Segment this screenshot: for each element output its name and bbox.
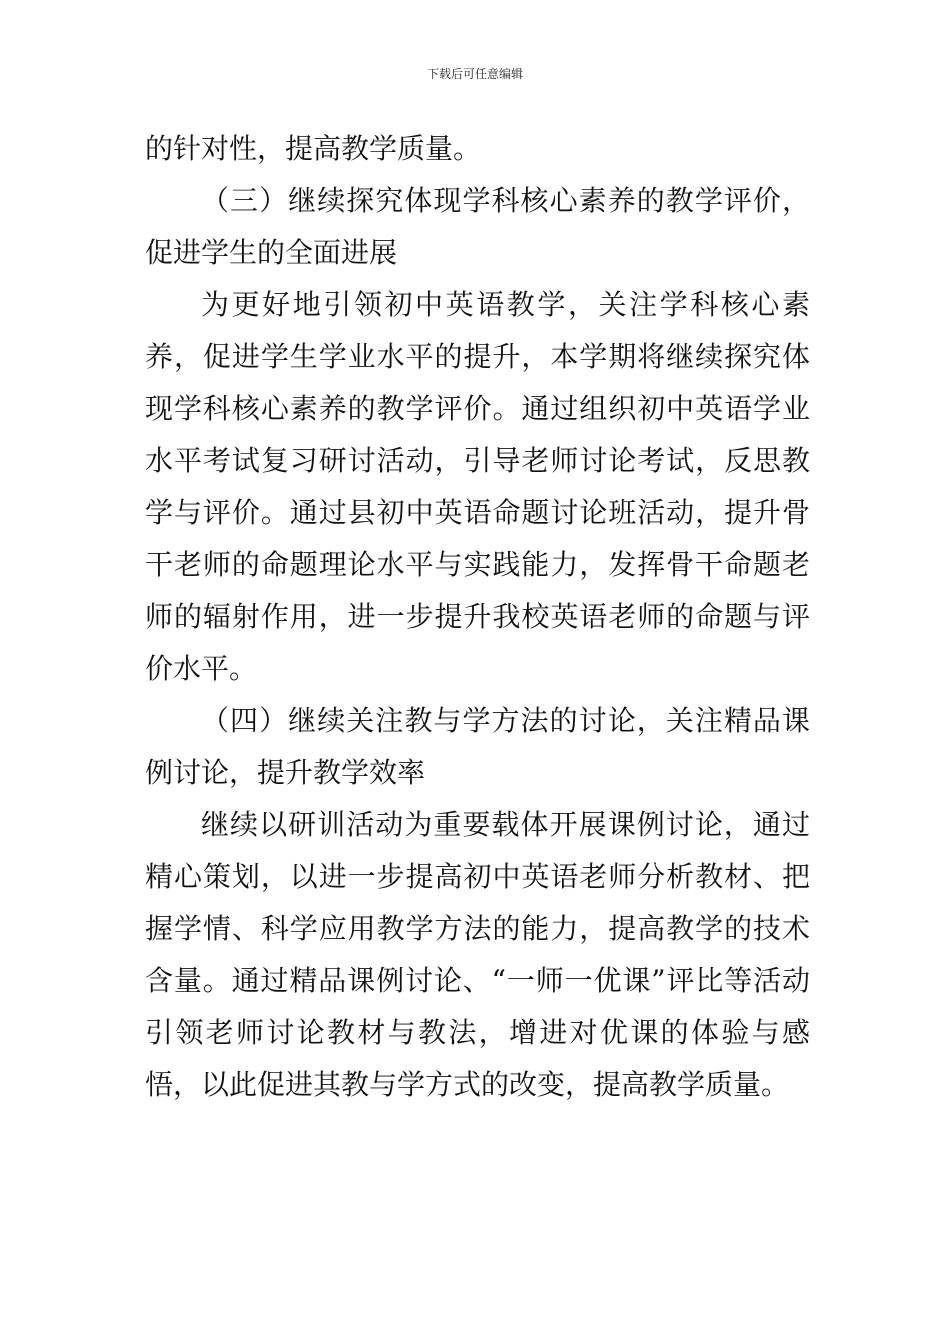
document-body (145, 123, 810, 1111)
paragraph-continuation: 的针对性，提高教学质量。 (145, 132, 482, 165)
page-header: 下载后可任意编辑 (426, 67, 523, 81)
paragraph-section-3: 为更好地引领初中英语教学，关注学科核心素养，促进学生学业水平的提升，本学期将继续探究体现学科核心素养的教学评价。通过组织初中英语学业水平考试复习研讨活动，引导老师讨论考试，反思教学与评价。通过县初中英语命题讨论班活动，提升骨干老师的命题理论水平与实践能力，发挥骨干命题老师的辐射作用，进一步提升我校英语老师的命题与评价水平。 (145, 288, 810, 685)
section-heading-4: （四）继续关注教与学方法的讨论，关注精品课例讨论，提升教学效率 (145, 704, 810, 789)
paragraph-section-4: 继续以研训活动为重要载体开展课例讨论，通过精心策划，以进一步提高初中英语老师分析教材、把握学情、科学应用教学方法的能力，提高教学的技术含量。通过精品课例讨论、“一师一优课”评比等活动引领老师讨论教材与教法，增进对优课的体验与感悟，以此促进其教与学方式的改变，提高教学质量。 (145, 808, 810, 1101)
section-heading-3: （三）继续探究体现学科核心素养的教学评价，促进学生的全面进展 (145, 184, 810, 269)
